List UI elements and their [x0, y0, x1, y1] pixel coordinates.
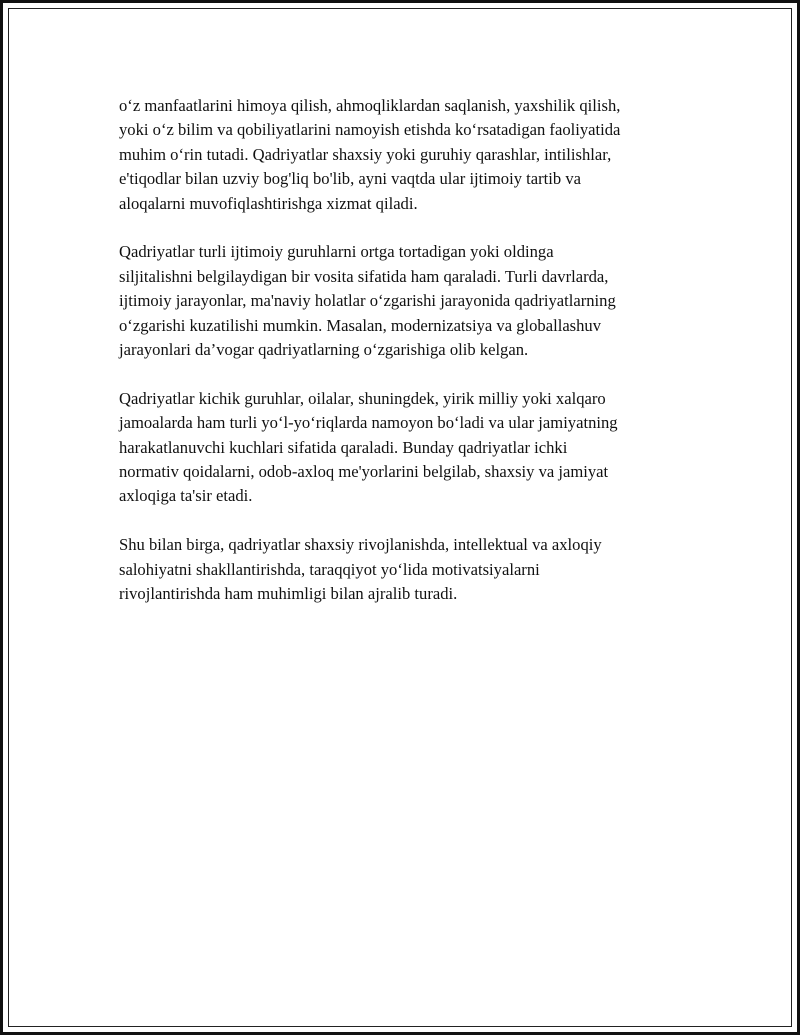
text-line: rivojlantirishda ham muhimligi bilan ajralib turadi.: [119, 584, 458, 604]
text-line: salohiyatni shakllantirishda, taraqqiyot yo‘lida motivatsiyalarni: [119, 559, 540, 579]
paragraph-2: [119, 240, 681, 362]
text-line: Qadriyatlar turli ijtimoiy guruhlarni ortga tortadigan yoki oldinga: [119, 242, 554, 262]
text-line: harakatlanuvchi kuchlari sifatida qaraladi. Bunday qadriyatlar ichki: [119, 437, 568, 457]
text-line: yoki o‘z bilim va qobiliyatlarini namoyish etishda ko‘rsatadigan faoliyatida: [119, 120, 621, 140]
text-line: o‘zgarishi kuzatilishi mumkin. Masalan, modernizatsiya va globallashuv: [119, 315, 602, 335]
text-line: e'tiqodlar bilan uzviy bog'liq bo'lib, ayni vaqtda ular ijtimoiy tartib va: [119, 169, 581, 189]
paragraph-3: [119, 387, 681, 509]
text-line: aloqalarni muvofiqlashtirishga xizmat qiladi.: [119, 193, 418, 213]
document-body: [119, 94, 681, 631]
text-line: normativ qoidalarni, odob-axloq me'yorlarini belgilab, shaxsiy va jamiyat: [119, 462, 609, 482]
text-line: muhim o‘rin tutadi. Qadriyatlar shaxsiy yoki guruhiy qarashlar, intilishlar,: [119, 144, 612, 164]
paragraph-1: [119, 94, 681, 216]
text-line: Qadriyatlar kichik guruhlar, oilalar, shuningdek, yirik milliy yoki xalqaro: [119, 388, 606, 408]
text-line: siljitalishni belgilaydigan bir vosita sifatida ham qaraladi. Turli davrlarda,: [119, 266, 609, 286]
text-line: ijtimoiy jarayonlar, ma'naviy holatlar o‘zgarishi jarayonida qadriyatlarning: [119, 291, 616, 311]
text-line: jarayonlari da’vogar qadriyatlarning o‘zgarishiga olib kelgan.: [119, 340, 529, 360]
text-line: jamoalarda ham turli yo‘l-yo‘riqlarda namoyon bo‘ladi va ular jamiyatning: [119, 413, 618, 433]
paragraph-4: [119, 533, 681, 606]
text-line: Shu bilan birga, qadriyatlar shaxsiy rivojlanishda, intellektual va axloqiy: [119, 535, 602, 555]
text-line: axloqiga ta'sir etadi.: [119, 486, 253, 506]
text-line: o‘z manfaatlarini himoya qilish, ahmoqliklardan saqlanish, yaxshilik qilish,: [119, 96, 621, 115]
